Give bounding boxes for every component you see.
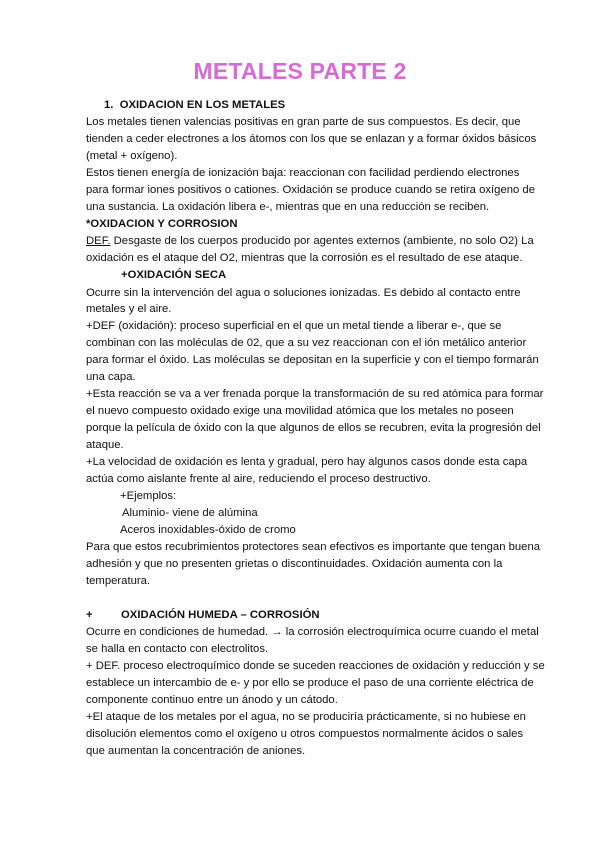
paragraph-line: metales y el aire. xyxy=(86,303,172,315)
paragraph-line: que aumentan la concentración de aniones. xyxy=(86,745,306,757)
paragraph-line: el nuevo compuesto oxidado exige una movilidad atómica que los metales no poseen xyxy=(86,405,514,417)
paragraph-line: tienden a ceder electrones a los átomos con los que se enlazan y a formar óxidos básicos xyxy=(86,133,537,145)
paragraph-line: actúa como aislante frente al aire, reduciendo el proceso destructivo. xyxy=(86,473,431,485)
paragraph-line: +El ataque de los metales por el agua, no se produciría prácticamente, si no hubiese en xyxy=(86,711,526,723)
document-title: METALES PARTE 2 xyxy=(193,58,407,84)
paragraph-line: Los metales tienen valencias positivas en gran parte de sus compuestos. Es decir, que xyxy=(86,116,521,128)
paragraph-line: se halla en contacto con electrolitos. xyxy=(86,643,269,655)
paragraph-line: para formar el óxido. Las moléculas se depositan en la superficie y con el tiempo formarán xyxy=(86,354,539,366)
paragraph-line: porque la película de óxido con la que algunos de ellos se recubren, evita la progresión del xyxy=(86,422,541,434)
paragraph-line: +La velocidad de oxidación es lenta y gradual, pero hay algunos casos donde esta capa xyxy=(86,456,528,468)
paragraph-line: Estos tienen energía de ionización baja: reaccionan con facilidad perdiendo electrones xyxy=(86,167,520,179)
paragraph-line: adhesión y que no presenten grietas o discontinuidades. Oxidación aumenta con la xyxy=(86,558,503,570)
bullet-marker: + xyxy=(86,609,93,621)
definition-label: DEF. xyxy=(86,235,111,247)
examples-label: +Ejemplos: xyxy=(120,490,177,502)
subheading-oxidacion-seca: +OXIDACIÓN SECA xyxy=(121,269,227,281)
definition-line xyxy=(86,233,534,250)
paragraph-line: temperatura. xyxy=(86,575,151,587)
paragraph-line: Ocurre en condiciones de humedad. → la corrosión electroquímica ocurre cuando el metal xyxy=(86,626,539,638)
paragraph-line: + DEF. proceso electroquímico donde se suceden reacciones de oxidación y reducción y se xyxy=(86,660,545,672)
paragraph-line: una capa. xyxy=(86,371,136,383)
paragraph-line: +DEF (oxidación): proceso superficial en el que un metal tiende a liberar e-, que se xyxy=(86,320,502,332)
paragraph-line: oxidación es el ataque del O2, mientras que la corrosión es el resultado de ese ataque. xyxy=(86,252,523,264)
definition-text: Desgaste de los cuerpos producido por agentes externos (ambiente, no solo O2) La xyxy=(110,235,534,247)
paragraph-line: Para que estos recubrimientos protectores sean efectivos es importante que tengan buena xyxy=(86,541,541,553)
subheading-oxidacion-corrosion: *OXIDACION Y CORROSION xyxy=(86,218,238,230)
paragraph-line: (metal + oxígeno). xyxy=(86,150,178,162)
paragraph-line: combinan con las moléculas de 02, que a su vez reaccionan con el ión metálico anterior xyxy=(86,337,527,349)
paragraph-line: Ocurre sin la intervención del agua o soluciones ionizadas. Es debido al contacto entre xyxy=(86,287,521,299)
paragraph-line: establece un intercambio de e- y por ello se produce el paso de una corriente eléctrica de xyxy=(86,677,534,689)
paragraph-line: para formar iones positivos o cationes. Oxidación se produce cuando se retira oxígeno de xyxy=(86,184,535,196)
section-heading-oxidacion: 1. OXIDACION EN LOS METALES xyxy=(104,99,286,111)
paragraph-line: ataque. xyxy=(86,439,124,451)
example-item: Aceros inoxidables-óxido de cromo xyxy=(120,524,296,536)
paragraph-line: +Esta reacción se va a ver frenada porque la transformación de su red atómica para formar xyxy=(86,388,544,400)
paragraph-line: una sustancia. La oxidación libera e-, mientras que en una reducción se reciben. xyxy=(86,201,490,213)
paragraph-line: componente continuo entre un ánodo y un cátodo. xyxy=(86,694,338,706)
subheading-oxidacion-humeda: OXIDACIÓN HUMEDA – CORROSIÓN xyxy=(121,609,320,621)
example-item: Aluminio- viene de alúmina xyxy=(122,507,258,519)
paragraph-line: disolución elementos como el oxígeno u otros compuestos normalmente ácidos o sales xyxy=(86,728,524,740)
